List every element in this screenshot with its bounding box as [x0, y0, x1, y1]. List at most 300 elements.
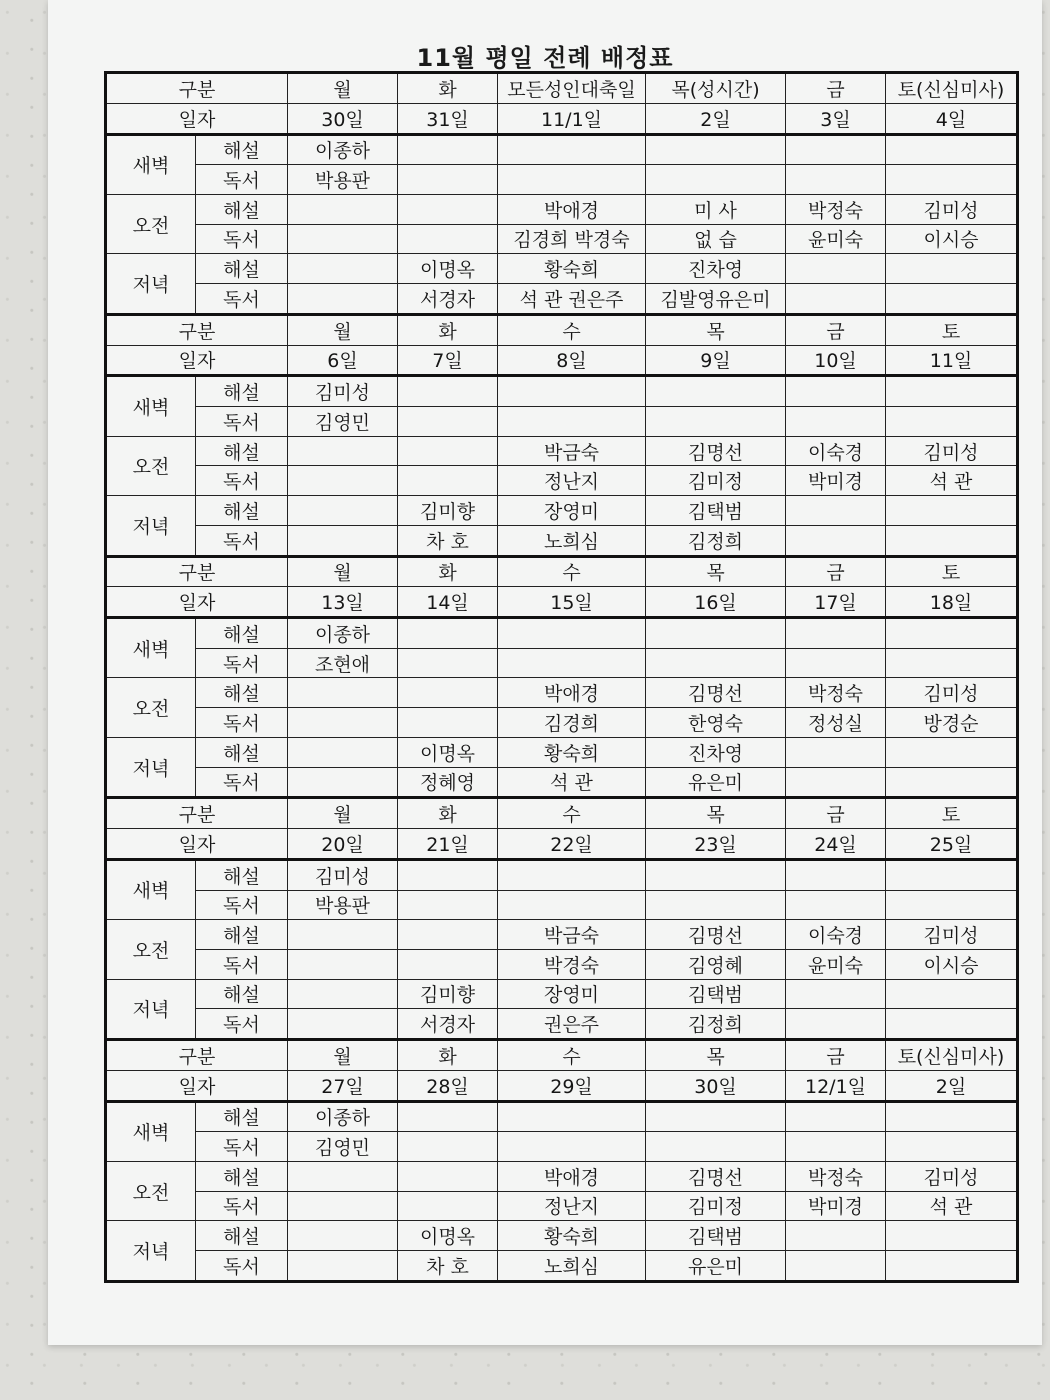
assignee-cell: 김택범 [646, 496, 786, 526]
role-label-reading: 독서 [196, 1251, 288, 1282]
date-cell: 13일 [288, 587, 398, 618]
assignee-cell: 박경숙 [498, 949, 646, 979]
role-label-commentary: 해설 [196, 436, 288, 466]
assignee-cell [288, 920, 398, 950]
slot-label-morning: 오전 [106, 678, 196, 737]
assignee-cell: 이명옥 [398, 737, 498, 767]
assignee-cell [786, 1009, 886, 1040]
week-header-row [106, 1040, 1018, 1071]
assignee-cell: 박애경 [498, 194, 646, 224]
slot-label-dawn: 새벽 [106, 376, 196, 436]
day-header: 수 [498, 798, 646, 829]
week-header-row [106, 556, 1018, 587]
assignment-row-dawn-commentary [106, 376, 1018, 407]
assignee-cell: 김미성 [886, 920, 1018, 950]
assignee-cell [498, 1132, 646, 1162]
day-header: 토 [886, 798, 1018, 829]
week-header-row [106, 314, 1018, 345]
role-label-commentary: 해설 [196, 1101, 288, 1132]
role-label-reading: 독서 [196, 949, 288, 979]
assignee-cell [886, 648, 1018, 678]
date-cell: 22일 [498, 829, 646, 860]
assignee-cell [498, 376, 646, 407]
assignee-cell [288, 284, 398, 315]
assignee-cell: 장영미 [498, 979, 646, 1009]
assignee-cell: 김미성 [288, 859, 398, 890]
assignee-cell [288, 708, 398, 738]
day-header: 목 [646, 1040, 786, 1071]
role-label-reading: 독서 [196, 165, 288, 195]
day-header: 토 [886, 314, 1018, 345]
assignee-cell: 이명옥 [398, 1221, 498, 1251]
role-label-commentary: 해설 [196, 1221, 288, 1251]
date-cell: 20일 [288, 829, 398, 860]
assignee-cell [886, 1009, 1018, 1040]
date-cell: 4일 [886, 103, 1018, 134]
assignee-cell [886, 737, 1018, 767]
assignee-cell: 장영미 [498, 496, 646, 526]
assignee-cell: 진차영 [646, 737, 786, 767]
role-label-commentary: 해설 [196, 618, 288, 649]
assignee-cell: 박용판 [288, 890, 398, 920]
role-label-reading: 독서 [196, 648, 288, 678]
role-label-commentary: 해설 [196, 678, 288, 708]
week-date-row [106, 103, 1018, 134]
role-label-commentary: 해설 [196, 376, 288, 407]
assignee-cell: 김미향 [398, 496, 498, 526]
assignee-cell [288, 1251, 398, 1282]
assignment-row-morning-commentary [106, 194, 1018, 224]
assignee-cell [398, 134, 498, 165]
assignee-cell [398, 618, 498, 649]
day-header: 화 [398, 73, 498, 104]
date-cell: 3일 [786, 103, 886, 134]
slot-label-evening: 저녁 [106, 979, 196, 1039]
assignee-cell: 석 관 [886, 466, 1018, 496]
day-header: 수 [498, 1040, 646, 1071]
week-header-row [106, 73, 1018, 104]
day-header: 토 [886, 556, 1018, 587]
assignee-cell [288, 1221, 398, 1251]
assignee-cell: 김정희 [646, 525, 786, 556]
assignee-cell: 박미경 [786, 1191, 886, 1221]
assignee-cell: 정난지 [498, 466, 646, 496]
role-label-reading: 독서 [196, 1132, 288, 1162]
assignee-cell: 김택범 [646, 1221, 786, 1251]
assignee-cell [646, 376, 786, 407]
date-cell: 24일 [786, 829, 886, 860]
assignee-cell: 정난지 [498, 1191, 646, 1221]
assignee-cell [886, 254, 1018, 284]
assignment-row-dawn-commentary [106, 618, 1018, 649]
assignee-cell: 석 관 권은주 [498, 284, 646, 315]
date-label: 일자 [106, 587, 288, 618]
assignee-cell [886, 525, 1018, 556]
assignment-row-evening-commentary [106, 1221, 1018, 1251]
day-header: 금 [786, 314, 886, 345]
slot-label-morning: 오전 [106, 194, 196, 253]
date-cell: 2일 [646, 103, 786, 134]
assignment-row-evening-commentary [106, 254, 1018, 284]
assignee-cell [886, 767, 1018, 798]
assignee-cell: 노희심 [498, 1251, 646, 1282]
assignee-cell [886, 979, 1018, 1009]
role-label-commentary: 해설 [196, 1161, 288, 1191]
assignee-cell: 차 호 [398, 1251, 498, 1282]
assignee-cell: 진차영 [646, 254, 786, 284]
assignee-cell [398, 890, 498, 920]
date-cell: 11일 [886, 345, 1018, 376]
assignee-cell [498, 134, 646, 165]
date-cell: 27일 [288, 1070, 398, 1101]
date-label: 일자 [106, 345, 288, 376]
section-label: 구분 [106, 556, 288, 587]
day-header: 월 [288, 314, 398, 345]
day-header: 화 [398, 1040, 498, 1071]
assignee-cell: 박정숙 [786, 678, 886, 708]
role-label-commentary: 해설 [196, 194, 288, 224]
assignee-cell: 이명옥 [398, 254, 498, 284]
assignee-cell: 박금숙 [498, 436, 646, 466]
assignee-cell [886, 407, 1018, 437]
assignee-cell [288, 1161, 398, 1191]
assignee-cell: 김영혜 [646, 949, 786, 979]
week-date-row [106, 829, 1018, 860]
slot-label-morning: 오전 [106, 1161, 196, 1220]
assignee-cell [288, 436, 398, 466]
date-cell: 11/1일 [498, 103, 646, 134]
assignee-cell [398, 407, 498, 437]
role-label-commentary: 해설 [196, 920, 288, 950]
assignee-cell [498, 890, 646, 920]
assignee-cell [398, 165, 498, 195]
assignee-cell [786, 890, 886, 920]
assignee-cell [786, 407, 886, 437]
assignment-row-evening-reading [106, 767, 1018, 798]
assignee-cell [398, 194, 498, 224]
assignee-cell: 김택범 [646, 979, 786, 1009]
assignee-cell: 김미성 [886, 678, 1018, 708]
assignee-cell: 김명선 [646, 436, 786, 466]
assignee-cell [398, 1101, 498, 1132]
assignee-cell [498, 859, 646, 890]
assignee-cell [288, 1009, 398, 1040]
assignee-cell [886, 496, 1018, 526]
day-header: 금 [786, 556, 886, 587]
assignee-cell [398, 920, 498, 950]
assignee-cell [288, 767, 398, 798]
date-cell: 31일 [398, 103, 498, 134]
assignee-cell [288, 737, 398, 767]
assignee-cell [498, 1101, 646, 1132]
assignee-cell [786, 1132, 886, 1162]
assignee-cell [786, 859, 886, 890]
day-header: 목 [646, 314, 786, 345]
role-label-commentary: 해설 [196, 979, 288, 1009]
day-header: 수 [498, 314, 646, 345]
day-header: 모든성인대축일 [498, 73, 646, 104]
date-cell: 29일 [498, 1070, 646, 1101]
date-label: 일자 [106, 103, 288, 134]
slot-label-dawn: 새벽 [106, 859, 196, 919]
date-cell: 12/1일 [786, 1070, 886, 1101]
assignment-row-morning-commentary [106, 678, 1018, 708]
assignee-cell [886, 890, 1018, 920]
schedule-table [104, 71, 1019, 1283]
assignee-cell: 김경희 박경숙 [498, 224, 646, 254]
assignee-cell: 윤미숙 [786, 949, 886, 979]
assignee-cell [498, 618, 646, 649]
assignee-cell [498, 648, 646, 678]
assignee-cell: 김명선 [646, 1161, 786, 1191]
date-cell: 16일 [646, 587, 786, 618]
assignee-cell: 차 호 [398, 525, 498, 556]
date-cell: 30일 [288, 103, 398, 134]
assignee-cell: 석 관 [886, 1191, 1018, 1221]
role-label-reading: 독서 [196, 890, 288, 920]
assignee-cell [886, 1251, 1018, 1282]
assignee-cell [786, 1221, 886, 1251]
date-cell: 8일 [498, 345, 646, 376]
section-label: 구분 [106, 1040, 288, 1071]
assignee-cell: 방경순 [886, 708, 1018, 738]
assignee-cell: 노희심 [498, 525, 646, 556]
assignee-cell [646, 890, 786, 920]
assignee-cell [886, 1132, 1018, 1162]
assignee-cell [288, 525, 398, 556]
assignee-cell: 정혜영 [398, 767, 498, 798]
assignee-cell: 서경자 [398, 1009, 498, 1040]
assignee-cell [646, 859, 786, 890]
assignee-cell [498, 407, 646, 437]
role-label-reading: 독서 [196, 525, 288, 556]
assignee-cell: 김영민 [288, 407, 398, 437]
assignee-cell [646, 407, 786, 437]
assignee-cell [786, 165, 886, 195]
assignee-cell [786, 618, 886, 649]
assignee-cell [886, 165, 1018, 195]
week-date-row [106, 345, 1018, 376]
assignment-row-evening-commentary [106, 737, 1018, 767]
day-header: 화 [398, 798, 498, 829]
assignee-cell: 김미성 [886, 1161, 1018, 1191]
assignee-cell [288, 678, 398, 708]
day-header: 토(신심미사) [886, 1040, 1018, 1071]
assignment-row-dawn-commentary [106, 1101, 1018, 1132]
assignee-cell: 박용판 [288, 165, 398, 195]
section-label: 구분 [106, 73, 288, 104]
role-label-reading: 독서 [196, 284, 288, 315]
assignee-cell: 박애경 [498, 678, 646, 708]
date-cell: 2일 [886, 1070, 1018, 1101]
assignee-cell [886, 134, 1018, 165]
assignee-cell [786, 496, 886, 526]
assignee-cell [786, 737, 886, 767]
assignment-row-morning-commentary [106, 920, 1018, 950]
assignee-cell: 유은미 [646, 767, 786, 798]
assignee-cell: 이종하 [288, 1101, 398, 1132]
assignee-cell [398, 708, 498, 738]
assignment-row-dawn-reading [106, 1132, 1018, 1162]
assignee-cell: 김미향 [398, 979, 498, 1009]
assignee-cell [646, 165, 786, 195]
assignee-cell: 박정숙 [786, 1161, 886, 1191]
assignee-cell: 김미성 [288, 376, 398, 407]
day-header: 목 [646, 556, 786, 587]
day-header: 목 [646, 798, 786, 829]
assignee-cell [288, 1191, 398, 1221]
assignee-cell [886, 284, 1018, 315]
assignee-cell: 김미정 [646, 466, 786, 496]
slot-label-dawn: 새벽 [106, 618, 196, 678]
assignee-cell [886, 859, 1018, 890]
slot-label-morning: 오전 [106, 920, 196, 979]
date-cell: 7일 [398, 345, 498, 376]
day-header: 월 [288, 1040, 398, 1071]
assignee-cell: 석 관 [498, 767, 646, 798]
role-label-commentary: 해설 [196, 859, 288, 890]
assignee-cell [398, 1161, 498, 1191]
day-header: 화 [398, 314, 498, 345]
assignment-row-morning-reading [106, 224, 1018, 254]
date-cell: 30일 [646, 1070, 786, 1101]
assignment-row-morning-reading [106, 949, 1018, 979]
slot-label-evening: 저녁 [106, 737, 196, 797]
assignee-cell: 박미경 [786, 466, 886, 496]
role-label-commentary: 해설 [196, 254, 288, 284]
day-header: 화 [398, 556, 498, 587]
assignee-cell [646, 1132, 786, 1162]
assignment-row-evening-commentary [106, 496, 1018, 526]
assignee-cell [786, 648, 886, 678]
assignee-cell [786, 767, 886, 798]
assignee-cell: 박애경 [498, 1161, 646, 1191]
page-title: 11월 평일 전례 배정표 [416, 44, 674, 72]
assignment-row-evening-reading [106, 1251, 1018, 1282]
assignee-cell [886, 376, 1018, 407]
assignee-cell: 황숙희 [498, 1221, 646, 1251]
assignment-row-dawn-reading [106, 165, 1018, 195]
day-header: 월 [288, 73, 398, 104]
assignee-cell: 이숙경 [786, 436, 886, 466]
role-label-reading: 독서 [196, 767, 288, 798]
date-cell: 6일 [288, 345, 398, 376]
assignee-cell: 조현애 [288, 648, 398, 678]
slot-label-evening: 저녁 [106, 254, 196, 314]
assignee-cell [398, 436, 498, 466]
role-label-reading: 독서 [196, 407, 288, 437]
week-date-row [106, 1070, 1018, 1101]
day-header: 목(성시간) [646, 73, 786, 104]
week-header-row [106, 798, 1018, 829]
assignee-cell [886, 618, 1018, 649]
assignee-cell [398, 466, 498, 496]
role-label-reading: 독서 [196, 1191, 288, 1221]
day-header: 토(신심미사) [886, 73, 1018, 104]
slot-label-evening: 저녁 [106, 1221, 196, 1282]
assignee-cell [398, 224, 498, 254]
assignee-cell: 박금숙 [498, 920, 646, 950]
assignment-row-morning-reading [106, 1191, 1018, 1221]
role-label-commentary: 해설 [196, 737, 288, 767]
date-cell: 25일 [886, 829, 1018, 860]
role-label-reading: 독서 [196, 708, 288, 738]
date-cell: 28일 [398, 1070, 498, 1101]
assignee-cell: 이종하 [288, 618, 398, 649]
assignee-cell [398, 376, 498, 407]
assignee-cell: 황숙희 [498, 737, 646, 767]
assignee-cell: 김미성 [886, 436, 1018, 466]
assignee-cell: 이종하 [288, 134, 398, 165]
assignee-cell: 윤미숙 [786, 224, 886, 254]
assignee-cell [398, 949, 498, 979]
assignee-cell: 황숙희 [498, 254, 646, 284]
assignment-row-dawn-commentary [106, 859, 1018, 890]
assignee-cell [786, 1251, 886, 1282]
assignee-cell [786, 254, 886, 284]
day-header: 금 [786, 73, 886, 104]
assignee-cell: 김미정 [646, 1191, 786, 1221]
assignee-cell [288, 254, 398, 284]
assignee-cell: 권은주 [498, 1009, 646, 1040]
assignment-row-morning-reading [106, 466, 1018, 496]
assignment-row-evening-reading [106, 525, 1018, 556]
assignment-row-morning-commentary [106, 1161, 1018, 1191]
assignee-cell [786, 1101, 886, 1132]
assignee-cell: 김정희 [646, 1009, 786, 1040]
assignee-cell [646, 618, 786, 649]
section-label: 구분 [106, 798, 288, 829]
date-cell: 14일 [398, 587, 498, 618]
assignee-cell [398, 678, 498, 708]
assignee-cell [786, 525, 886, 556]
assignment-row-dawn-reading [106, 890, 1018, 920]
week-date-row [106, 587, 1018, 618]
day-header: 금 [786, 798, 886, 829]
assignee-cell: 이시승 [886, 949, 1018, 979]
role-label-reading: 독서 [196, 224, 288, 254]
section-label: 구분 [106, 314, 288, 345]
assignee-cell: 김미성 [886, 194, 1018, 224]
assignee-cell [786, 979, 886, 1009]
assignment-row-morning-reading [106, 708, 1018, 738]
assignee-cell [288, 496, 398, 526]
assignee-cell: 정성실 [786, 708, 886, 738]
assignee-cell: 김영민 [288, 1132, 398, 1162]
role-label-reading: 독서 [196, 466, 288, 496]
assignee-cell [886, 1101, 1018, 1132]
assignee-cell [886, 1221, 1018, 1251]
day-header: 금 [786, 1040, 886, 1071]
date-cell: 15일 [498, 587, 646, 618]
assignee-cell [288, 466, 398, 496]
date-cell: 17일 [786, 587, 886, 618]
assignee-cell [398, 648, 498, 678]
slot-label-dawn: 새벽 [106, 134, 196, 194]
date-cell: 21일 [398, 829, 498, 860]
role-label-commentary: 해설 [196, 134, 288, 165]
assignee-cell [288, 224, 398, 254]
assignee-cell: 박정숙 [786, 194, 886, 224]
assignment-row-dawn-commentary [106, 134, 1018, 165]
date-label: 일자 [106, 1070, 288, 1101]
assignee-cell [498, 165, 646, 195]
assignee-cell [646, 1101, 786, 1132]
date-cell: 23일 [646, 829, 786, 860]
date-label: 일자 [106, 829, 288, 860]
assignee-cell: 한영숙 [646, 708, 786, 738]
role-label-commentary: 해설 [196, 496, 288, 526]
